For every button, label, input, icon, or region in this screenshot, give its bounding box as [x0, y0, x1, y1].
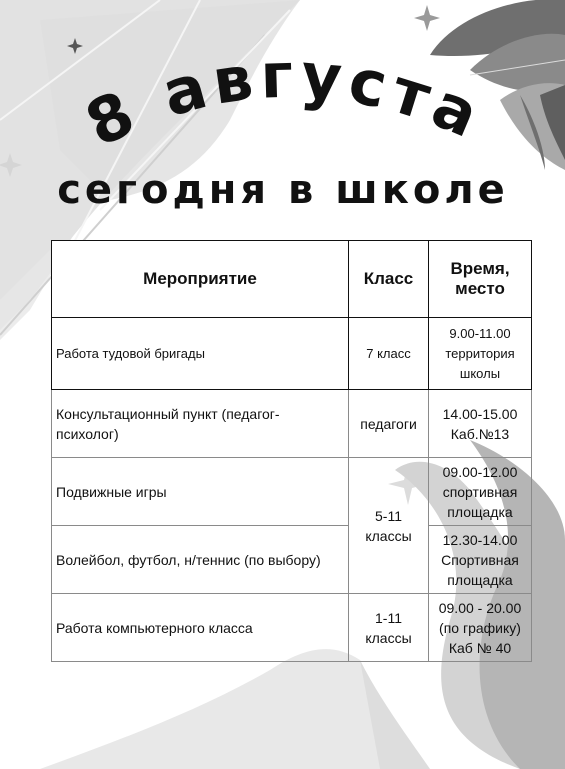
- table-row: [52, 594, 532, 662]
- class-cell: 1-11 классы: [349, 594, 429, 662]
- place-line: площадка: [447, 571, 513, 588]
- time-place-cell: [429, 390, 532, 458]
- page-subtitle: сегодня в школе: [57, 167, 509, 213]
- place-line: спортивная: [442, 483, 518, 500]
- table-row: [52, 318, 532, 390]
- table-row: [52, 526, 532, 594]
- header-time-line: Время,: [450, 259, 510, 278]
- class-cell: 5-11 классы: [349, 458, 429, 594]
- class-cell: 7 класс: [349, 318, 429, 390]
- time-line: 12.30-14.00: [442, 531, 518, 548]
- schedule-table: [51, 240, 532, 662]
- time-line: 09.00 - 20.00: [438, 599, 522, 616]
- date-title: 8 августа: [74, 38, 495, 161]
- header-time: [429, 241, 532, 318]
- event-cell: Работа компьютерного класса: [52, 594, 349, 662]
- event-cell: Работа тудовой бригады: [52, 318, 349, 390]
- title: [0, 0, 565, 230]
- time-place-cell: [429, 458, 532, 526]
- place-line: (по графику): [439, 619, 521, 636]
- event-cell: Волейбол, футбол, н/теннис (по выбору): [52, 526, 349, 594]
- time-line: 09.00-12.00: [442, 463, 518, 480]
- time-line: 9.00-11.00: [449, 325, 511, 341]
- table-row: [52, 390, 532, 458]
- place-line: Каб.№13: [450, 425, 510, 442]
- header-time-line: место: [455, 279, 505, 298]
- time-line: 14.00-15.00: [442, 405, 518, 422]
- table-header-row: [52, 241, 532, 318]
- event-cell: Подвижные игры: [52, 458, 349, 526]
- place-line: школы: [459, 365, 501, 381]
- event-cell: Консультационный пункт (педагог-психолог): [52, 390, 349, 458]
- place-line: Каб № 40: [448, 639, 512, 656]
- place-line: площадка: [447, 503, 513, 520]
- header-event: Мероприятие: [52, 241, 349, 318]
- time-place-cell: [429, 526, 532, 594]
- class-cell: педагоги: [349, 390, 429, 458]
- time-place-cell: [429, 594, 532, 662]
- place-line: Спортивная: [441, 551, 519, 568]
- place-line: территория: [445, 345, 515, 361]
- header-class: Класс: [349, 241, 429, 318]
- table-row: [52, 458, 532, 526]
- time-place-cell: [429, 318, 532, 390]
